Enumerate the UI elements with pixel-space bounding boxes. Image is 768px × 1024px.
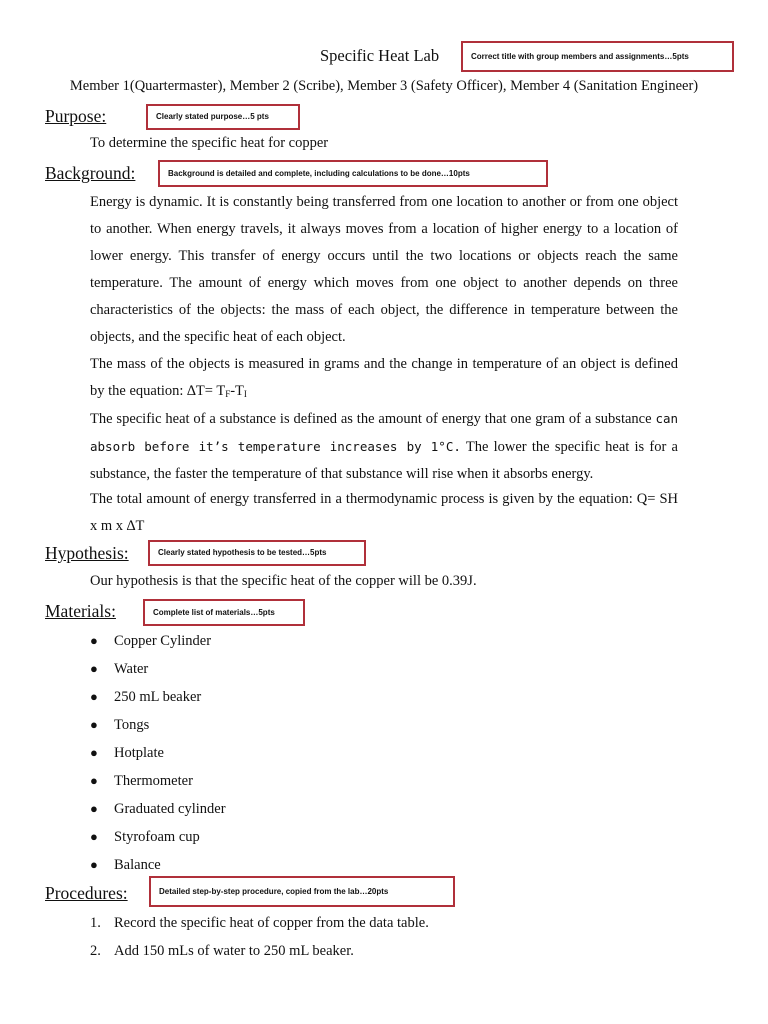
- list-item: ● Water: [90, 655, 226, 683]
- bullet-icon: ●: [90, 633, 98, 648]
- list-item: 1. Record the specific heat of copper from the data table.: [90, 915, 429, 931]
- delta-t-equation: The mass of the objects is measured in grams and the change in temperature of an object is defined by the equation: ∆T= T: [90, 356, 678, 399]
- bullet-icon: ●: [90, 745, 98, 760]
- procedures-list: [90, 909, 429, 965]
- list-item: ● Hotplate: [90, 739, 226, 767]
- bullet-icon: ●: [90, 801, 98, 816]
- rubric-materials-box: Complete list of materials…5pts: [143, 599, 305, 626]
- list-item: ● 250 mL beaker: [90, 683, 226, 711]
- list-item: ● Copper Cylinder: [90, 627, 226, 655]
- list-item: ● Tongs: [90, 711, 226, 739]
- bullet-icon: ●: [90, 689, 98, 704]
- list-item: ● Styrofoam cup: [90, 823, 226, 851]
- list-item: ● Graduated cylinder: [90, 795, 226, 823]
- rubric-procedures-box: Detailed step-by-step procedure, copied from the lab…20pts: [149, 876, 455, 907]
- document-title: Specific Heat Lab: [320, 46, 440, 65]
- hypothesis-text: Our hypothesis is that the specific heat of the copper will be 0.39J.: [90, 573, 477, 589]
- purpose-text: To determine the specific heat for copper: [90, 135, 329, 151]
- specific-heat-definition-mono: can absorb before it’s temperature increases by 1°C.: [90, 411, 679, 454]
- bullet-icon: ●: [90, 829, 98, 844]
- final-subscript: F: [225, 389, 231, 399]
- rubric-purpose-box: Clearly stated purpose…5 pts: [146, 104, 300, 130]
- purpose-heading: Purpose:: [45, 106, 107, 126]
- background-heading: Background:: [45, 163, 136, 183]
- background-paragraph-4: The total amount of energy transferred in a thermodynamic process is given by the equation: Q= SH x m x ∆T: [90, 491, 678, 534]
- bullet-icon: ●: [90, 717, 98, 732]
- list-item: 2. Add 150 mLs of water to 250 mL beaker.: [90, 943, 354, 959]
- bullet-icon: ●: [90, 661, 98, 676]
- equation-middle: -T: [230, 383, 244, 399]
- hypothesis-heading: Hypothesis:: [45, 543, 129, 563]
- list-item: ● Balance: [90, 851, 226, 879]
- bullet-icon: ●: [90, 857, 98, 872]
- specific-heat-explanation: The lower the specific heat is for a substance, the faster the temperature of that substance will rise when it absorbs energy.: [90, 439, 678, 482]
- initial-subscript: I: [243, 389, 247, 399]
- specific-heat-definition: The specific heat of a substance is defined as the amount of energy that one gram of a substance: [90, 411, 652, 427]
- materials-list: [90, 627, 226, 879]
- background-paragraph-3: [90, 405, 678, 488]
- procedures-heading: Procedures:: [45, 883, 128, 903]
- rubric-title-box: Correct title with group members and assignments…5pts: [461, 41, 734, 72]
- background-paragraph-2: [90, 351, 678, 408]
- list-item: ● Thermometer: [90, 767, 226, 795]
- group-members: Member 1(Quartermaster), Member 2 (Scribe), Member 3 (Safety Officer), Member 4 (Sanitation Engineer): [69, 78, 699, 94]
- bullet-icon: ●: [90, 773, 98, 788]
- rubric-hypothesis-box: Clearly stated hypothesis to be tested…5pts: [148, 540, 366, 566]
- rubric-background-box: Background is detailed and complete, including calculations to be done…10pts: [158, 160, 548, 187]
- materials-heading: Materials:: [45, 601, 116, 621]
- background-paragraph-1: Energy is dynamic. It is constantly being transferred from one location to another or from one object to another. When energy travels, it always moves from a location of higher energy to a location of lower energy. This transfer of energy occurs until the two locations or objects reach the same temperature. The amount of energy which moves from one object to another depends on three characteristics of the objects: the mass of each object, the difference in temperature between the objects, and the specific heat of each object.: [90, 194, 678, 345]
